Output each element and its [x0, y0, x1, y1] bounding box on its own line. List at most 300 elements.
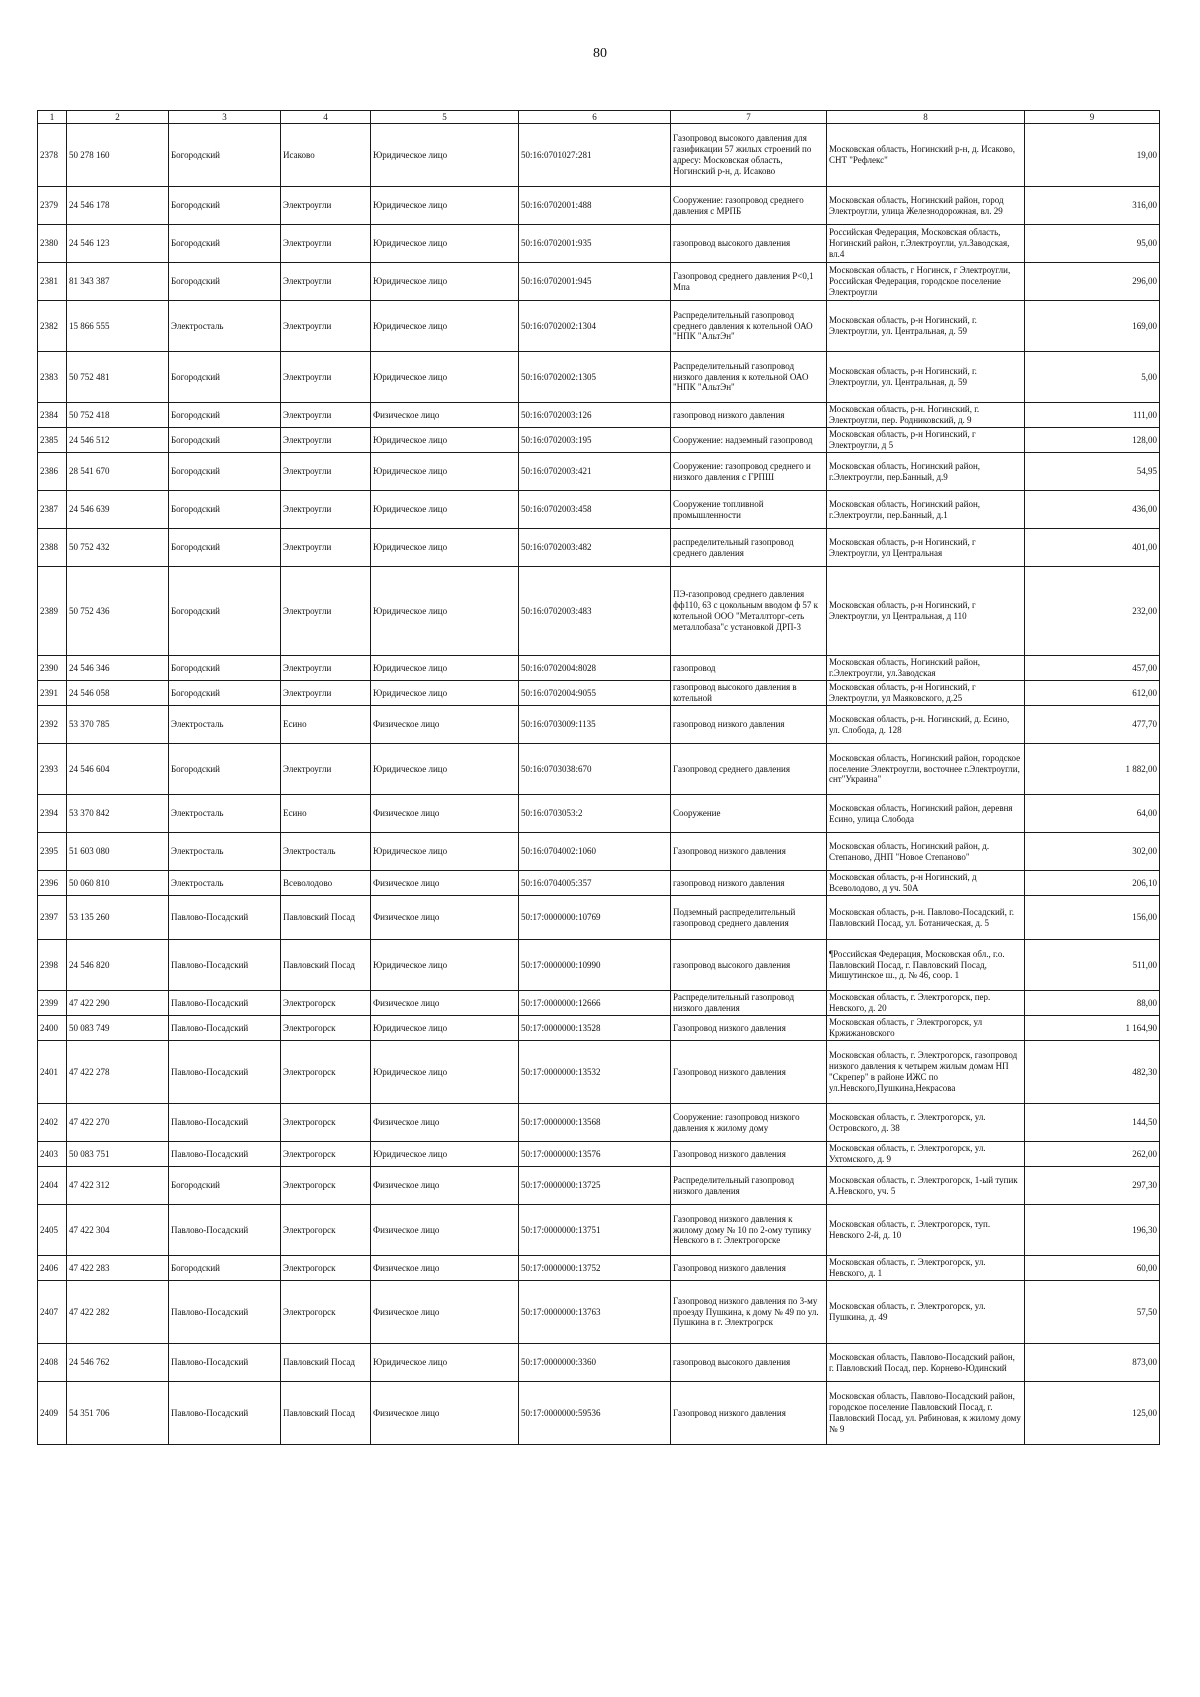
address-cell: Московская область, Ногинский р-н, д. Исаково, СНТ "Рефлекс" — [827, 124, 1025, 187]
cadastral-number-cell: 50:17:0000000:13532 — [519, 1041, 671, 1104]
row-number-cell: 2379 — [38, 187, 67, 225]
district-cell: Павлово-Посадский — [169, 1205, 281, 1256]
district-cell: Богородский — [169, 491, 281, 529]
owner-type-cell: Юридическое лицо — [371, 744, 519, 795]
table-row — [38, 744, 1160, 795]
locality-cell: Электроугли — [281, 263, 371, 301]
code-cell: 24 546 639 — [67, 491, 169, 529]
locality-cell: Электрогорск — [281, 1281, 371, 1344]
locality-cell: Электрогорск — [281, 1167, 371, 1205]
address-cell: Московская область, р-н Ногинский, г Электроугли, ул Центральная, д 110 — [827, 567, 1025, 656]
district-cell: Павлово-Посадский — [169, 1016, 281, 1041]
cadastral-number-cell: 50:17:0000000:13576 — [519, 1142, 671, 1167]
owner-type-cell: Физическое лицо — [371, 795, 519, 833]
cadastral-number-cell: 50:16:0702003:126 — [519, 403, 671, 428]
owner-type-cell: Юридическое лицо — [371, 491, 519, 529]
owner-type-cell: Физическое лицо — [371, 706, 519, 744]
district-cell: Богородский — [169, 124, 281, 187]
cadastral-number-cell: 50:16:0702003:483 — [519, 567, 671, 656]
row-number-cell: 2409 — [38, 1382, 67, 1445]
code-cell: 15 866 555 — [67, 301, 169, 352]
district-cell: Павлово-Посадский — [169, 1382, 281, 1445]
cadastral-number-cell: 50:16:0703009:1135 — [519, 706, 671, 744]
owner-type-cell: Юридическое лицо — [371, 1016, 519, 1041]
code-cell: 81 343 387 — [67, 263, 169, 301]
locality-cell: Электрогорск — [281, 1041, 371, 1104]
object-cell: Газопровод среднего давления — [671, 744, 827, 795]
row-number-cell: 2397 — [38, 896, 67, 940]
locality-cell: Павловский Посад — [281, 896, 371, 940]
address-cell: Московская область, г. Электрогорск, ул. Невского, д. 1 — [827, 1256, 1025, 1281]
address-cell: Московская область, Ногинский район, г.Электроугли, пер.Банный, д.1 — [827, 491, 1025, 529]
address-cell: Московская область, г. Электрогорск, 1-ый тупик А.Невского, уч. 5 — [827, 1167, 1025, 1205]
district-cell: Богородский — [169, 187, 281, 225]
code-cell: 47 422 312 — [67, 1167, 169, 1205]
district-cell: Богородский — [169, 225, 281, 263]
cadastral-number-cell: 50:16:0702003:482 — [519, 529, 671, 567]
locality-cell: Электрогорск — [281, 1104, 371, 1142]
row-number-cell: 2402 — [38, 1104, 67, 1142]
address-cell: Московская область, р-н Ногинский, д Всеволодово, д уч. 50А — [827, 871, 1025, 896]
object-cell: Распределительный газопровод низкого давления — [671, 1167, 827, 1205]
value-cell: 477,70 — [1025, 706, 1160, 744]
locality-cell: Электрогорск — [281, 991, 371, 1016]
owner-type-cell: Физическое лицо — [371, 403, 519, 428]
column-header: 2 — [67, 111, 169, 124]
value-cell: 111,00 — [1025, 403, 1160, 428]
object-cell: Сооружение: газопровод низкого давления к жилому дому — [671, 1104, 827, 1142]
page-number: 80 — [593, 46, 607, 61]
code-cell: 50 278 160 — [67, 124, 169, 187]
table-row — [38, 567, 1160, 656]
code-cell: 50 060 810 — [67, 871, 169, 896]
district-cell: Павлово-Посадский — [169, 1281, 281, 1344]
value-cell: 206,10 — [1025, 871, 1160, 896]
code-cell: 24 546 123 — [67, 225, 169, 263]
row-number-cell: 2401 — [38, 1041, 67, 1104]
value-cell: 482,30 — [1025, 1041, 1160, 1104]
owner-type-cell: Юридическое лицо — [371, 187, 519, 225]
cadastral-number-cell: 50:16:0704005:357 — [519, 871, 671, 896]
code-cell: 47 422 283 — [67, 1256, 169, 1281]
value-cell: 511,00 — [1025, 940, 1160, 991]
cadastral-number-cell: 50:17:0000000:10990 — [519, 940, 671, 991]
code-cell: 53 370 842 — [67, 795, 169, 833]
row-number-cell: 2393 — [38, 744, 67, 795]
address-cell: Московская область, г Ногинск, г Электроугли, Российская Федерация, городское поселение Электроугли — [827, 263, 1025, 301]
district-cell: Богородский — [169, 1256, 281, 1281]
code-cell: 51 603 080 — [67, 833, 169, 871]
column-header: 8 — [827, 111, 1025, 124]
table-row — [38, 1142, 1160, 1167]
address-cell: Московская область, Павлово-Посадский район, г. Павловский Посад, пер. Корнево-Юдинский — [827, 1344, 1025, 1382]
object-cell: Сооружение — [671, 795, 827, 833]
table-row — [38, 833, 1160, 871]
code-cell: 24 546 762 — [67, 1344, 169, 1382]
district-cell: Павлово-Посадский — [169, 1041, 281, 1104]
row-number-cell: 2392 — [38, 706, 67, 744]
owner-type-cell: Физическое лицо — [371, 871, 519, 896]
locality-cell: Электроугли — [281, 529, 371, 567]
row-number-cell: 2388 — [38, 529, 67, 567]
column-header: 9 — [1025, 111, 1160, 124]
value-cell: 156,00 — [1025, 896, 1160, 940]
column-header: 1 — [38, 111, 67, 124]
row-number-cell: 2385 — [38, 428, 67, 453]
value-cell: 401,00 — [1025, 529, 1160, 567]
district-cell: Богородский — [169, 263, 281, 301]
object-cell: Газопровод низкого давления по 3-му проезду Пушкина, к дому № 49 по ул. Пушкина в г. Электрогрск — [671, 1281, 827, 1344]
address-cell: Московская область, г. Электрогорск, газопровод низкого давления к четырем жилым домам НП "Скрепер" в районе ИЖС по ул.Невского,Пушкина,Некрасова — [827, 1041, 1025, 1104]
row-number-cell: 2381 — [38, 263, 67, 301]
object-cell: Сооружение топливной промышленности — [671, 491, 827, 529]
locality-cell: Электроугли — [281, 453, 371, 491]
code-cell: 24 546 820 — [67, 940, 169, 991]
object-cell: Распределительный газопровод низкого давления — [671, 991, 827, 1016]
cadastral-number-cell: 50:16:0704002:1060 — [519, 833, 671, 871]
address-cell: Московская область, Ногинский район, деревня Есино, улица Слобода — [827, 795, 1025, 833]
value-cell: 19,00 — [1025, 124, 1160, 187]
table-row — [38, 1344, 1160, 1382]
cadastral-number-cell: 50:17:0000000:13751 — [519, 1205, 671, 1256]
owner-type-cell: Юридическое лицо — [371, 656, 519, 681]
code-cell: 47 422 304 — [67, 1205, 169, 1256]
locality-cell: Электрогорск — [281, 1205, 371, 1256]
cadastral-number-cell: 50:17:0000000:13725 — [519, 1167, 671, 1205]
owner-type-cell: Физическое лицо — [371, 1256, 519, 1281]
object-cell: газопровод низкого давления — [671, 871, 827, 896]
owner-type-cell: Юридическое лицо — [371, 1344, 519, 1382]
table-row — [38, 453, 1160, 491]
cadastral-number-cell: 50:17:0000000:12666 — [519, 991, 671, 1016]
code-cell: 50 752 481 — [67, 352, 169, 403]
code-cell: 24 546 512 — [67, 428, 169, 453]
value-cell: 54,95 — [1025, 453, 1160, 491]
row-number-cell: 2386 — [38, 453, 67, 491]
district-cell: Павлово-Посадский — [169, 1142, 281, 1167]
column-header: 3 — [169, 111, 281, 124]
value-cell: 296,00 — [1025, 263, 1160, 301]
value-cell: 612,00 — [1025, 681, 1160, 706]
object-cell: Сооружение: газопровод среднего и низкого давления с ГРПШ — [671, 453, 827, 491]
header-row — [38, 111, 1160, 124]
owner-type-cell: Юридическое лицо — [371, 1142, 519, 1167]
code-cell: 24 546 178 — [67, 187, 169, 225]
owner-type-cell: Физическое лицо — [371, 1167, 519, 1205]
row-number-cell: 2405 — [38, 1205, 67, 1256]
object-cell: распределительный газопровод среднего давления — [671, 529, 827, 567]
value-cell: 297,30 — [1025, 1167, 1160, 1205]
table-row — [38, 940, 1160, 991]
owner-type-cell: Физическое лицо — [371, 991, 519, 1016]
code-cell: 50 752 436 — [67, 567, 169, 656]
cadastral-number-cell: 50:16:0703053:2 — [519, 795, 671, 833]
locality-cell: Всеволодово — [281, 871, 371, 896]
table-row — [38, 428, 1160, 453]
table-row — [38, 529, 1160, 567]
cadastral-number-cell: 50:16:0702001:488 — [519, 187, 671, 225]
code-cell: 24 546 058 — [67, 681, 169, 706]
object-cell: ПЭ-газопровод среднего давления фф110, 63 с цокольным вводом ф 57 к котельной ООО "Металлторг-сеть металлобаза"с установкой ДРП-3 — [671, 567, 827, 656]
district-cell: Павлово-Посадский — [169, 1344, 281, 1382]
district-cell: Павлово-Посадский — [169, 940, 281, 991]
owner-type-cell: Физическое лицо — [371, 896, 519, 940]
owner-type-cell: Юридическое лицо — [371, 1041, 519, 1104]
district-cell: Богородский — [169, 1167, 281, 1205]
locality-cell: Павловский Посад — [281, 1382, 371, 1445]
code-cell: 47 422 278 — [67, 1041, 169, 1104]
locality-cell: Электроугли — [281, 656, 371, 681]
value-cell: 169,00 — [1025, 301, 1160, 352]
district-cell: Павлово-Посадский — [169, 896, 281, 940]
address-cell: Московская область, р-н. Ногинский, д. Есино, ул. Слобода, д. 128 — [827, 706, 1025, 744]
table-body — [38, 124, 1160, 1445]
locality-cell: Павловский Посад — [281, 940, 371, 991]
table-row — [38, 1205, 1160, 1256]
table-row — [38, 706, 1160, 744]
locality-cell: Есино — [281, 706, 371, 744]
table-row — [38, 491, 1160, 529]
table-row — [38, 1382, 1160, 1445]
owner-type-cell: Юридическое лицо — [371, 225, 519, 263]
district-cell: Электросталь — [169, 706, 281, 744]
value-cell: 457,00 — [1025, 656, 1160, 681]
object-cell: Распределительный газопровод среднего давления к котельной ОАО "НПК "АльтЭн" — [671, 301, 827, 352]
district-cell: Богородский — [169, 744, 281, 795]
locality-cell: Электросталь — [281, 833, 371, 871]
address-cell: Московская область, г. Электрогорск, пер. Невского, д. 20 — [827, 991, 1025, 1016]
address-cell: Московская область, р-н Ногинский, г Электроугли, ул Маяковского, д.25 — [827, 681, 1025, 706]
table-row — [38, 1281, 1160, 1344]
cadastral-number-cell: 50:16:0702003:421 — [519, 453, 671, 491]
owner-type-cell: Юридическое лицо — [371, 453, 519, 491]
table-row — [38, 403, 1160, 428]
table-row — [38, 1041, 1160, 1104]
code-cell: 47 422 270 — [67, 1104, 169, 1142]
value-cell: 873,00 — [1025, 1344, 1160, 1382]
locality-cell: Электроугли — [281, 681, 371, 706]
row-number-cell: 2382 — [38, 301, 67, 352]
locality-cell: Исаково — [281, 124, 371, 187]
row-number-cell: 2398 — [38, 940, 67, 991]
cadastral-number-cell: 50:16:0702004:8028 — [519, 656, 671, 681]
value-cell: 316,00 — [1025, 187, 1160, 225]
cadastral-number-cell: 50:17:0000000:13528 — [519, 1016, 671, 1041]
district-cell: Павлово-Посадский — [169, 991, 281, 1016]
cadastral-number-cell: 50:16:0702003:195 — [519, 428, 671, 453]
district-cell: Электросталь — [169, 301, 281, 352]
table-row — [38, 263, 1160, 301]
value-cell: 64,00 — [1025, 795, 1160, 833]
locality-cell: Электроугли — [281, 403, 371, 428]
value-cell: 196,30 — [1025, 1205, 1160, 1256]
row-number-cell: 2390 — [38, 656, 67, 681]
registry-table — [37, 110, 1160, 1445]
object-cell: газопровод — [671, 656, 827, 681]
owner-type-cell: Физическое лицо — [371, 1281, 519, 1344]
address-cell: Московская область, г. Электрогорск, ул. Пушкина, д. 49 — [827, 1281, 1025, 1344]
code-cell: 28 541 670 — [67, 453, 169, 491]
address-cell: Московская область, р-н. Павлово-Посадский, г. Павловский Посад, ул. Ботаническая, д. 5 — [827, 896, 1025, 940]
owner-type-cell: Физическое лицо — [371, 1205, 519, 1256]
row-number-cell: 2403 — [38, 1142, 67, 1167]
district-cell: Электросталь — [169, 795, 281, 833]
code-cell: 50 083 749 — [67, 1016, 169, 1041]
address-cell: Московская область, р-н Ногинский, г. Электроугли, ул. Центральная, д. 59 — [827, 352, 1025, 403]
owner-type-cell: Физическое лицо — [371, 1104, 519, 1142]
object-cell: Подземный распределительный газопровод среднего давления — [671, 896, 827, 940]
address-cell: Московская область, Ногинский район, городское поселение Электроугли, восточнее г.Электроугли, снт"Украина" — [827, 744, 1025, 795]
object-cell: Газопровод низкого давления — [671, 1256, 827, 1281]
district-cell: Богородский — [169, 529, 281, 567]
address-cell: Московская область, р-н Ногинский, г Электроугли, ул Центральная — [827, 529, 1025, 567]
table-row — [38, 187, 1160, 225]
address-cell: Московская область, Ногинский район, г.Электроугли, ул.Заводская — [827, 656, 1025, 681]
cadastral-number-cell: 50:17:0000000:13752 — [519, 1256, 671, 1281]
column-header: 6 — [519, 111, 671, 124]
district-cell: Электросталь — [169, 871, 281, 896]
locality-cell: Электроугли — [281, 301, 371, 352]
cadastral-number-cell: 50:16:0702004:9055 — [519, 681, 671, 706]
owner-type-cell: Физическое лицо — [371, 1382, 519, 1445]
locality-cell: Электроугли — [281, 428, 371, 453]
owner-type-cell: Юридическое лицо — [371, 833, 519, 871]
column-header: 5 — [371, 111, 519, 124]
row-number-cell: 2394 — [38, 795, 67, 833]
row-number-cell: 2387 — [38, 491, 67, 529]
column-header: 7 — [671, 111, 827, 124]
row-number-cell: 2389 — [38, 567, 67, 656]
cadastral-number-cell: 50:16:0702002:1304 — [519, 301, 671, 352]
code-cell: 54 351 706 — [67, 1382, 169, 1445]
code-cell: 50 752 432 — [67, 529, 169, 567]
object-cell: Газопровод высокого давления для газификации 57 жилых строений по адресу: Московская область, Ногинский р-н, д. Исаково — [671, 124, 827, 187]
object-cell: Газопровод низкого давления — [671, 1016, 827, 1041]
value-cell: 125,00 — [1025, 1382, 1160, 1445]
table-row — [38, 656, 1160, 681]
object-cell: Распределительный газопровод низкого давления к котельной ОАО "НПК "АльтЭн" — [671, 352, 827, 403]
code-cell: 24 546 346 — [67, 656, 169, 681]
owner-type-cell: Юридическое лицо — [371, 940, 519, 991]
table-header — [38, 111, 1160, 124]
code-cell: 47 422 282 — [67, 1281, 169, 1344]
code-cell: 53 135 260 — [67, 896, 169, 940]
object-cell: газопровод низкого давления — [671, 706, 827, 744]
row-number-cell: 2384 — [38, 403, 67, 428]
row-number-cell: 2404 — [38, 1167, 67, 1205]
owner-type-cell: Юридическое лицо — [371, 301, 519, 352]
cadastral-number-cell: 50:17:0000000:3360 — [519, 1344, 671, 1382]
row-number-cell: 2400 — [38, 1016, 67, 1041]
table-row — [38, 124, 1160, 187]
address-cell: ¶Российская Федерация, Московская обл., г.о. Павловский Посад, г. Павловский Посад, Мишутинское ш., д. № 46, соор. 1 — [827, 940, 1025, 991]
district-cell: Богородский — [169, 428, 281, 453]
row-number-cell: 2406 — [38, 1256, 67, 1281]
owner-type-cell: Юридическое лицо — [371, 529, 519, 567]
district-cell: Богородский — [169, 567, 281, 656]
cadastral-number-cell: 50:17:0000000:10769 — [519, 896, 671, 940]
address-cell: Московская область, г. Электрогорск, ул. Островского, д. 38 — [827, 1104, 1025, 1142]
object-cell: Сооружение: газопровод среднего давления с МРПБ — [671, 187, 827, 225]
table-row — [38, 896, 1160, 940]
object-cell: газопровод высокого давления — [671, 940, 827, 991]
object-cell: Газопровод низкого давления — [671, 1142, 827, 1167]
table-row — [38, 1167, 1160, 1205]
locality-cell: Электроугли — [281, 352, 371, 403]
address-cell: Московская область, р-н. Ногинский, г. Электроугли, пер. Родниковский, д. 9 — [827, 403, 1025, 428]
value-cell: 95,00 — [1025, 225, 1160, 263]
owner-type-cell: Юридическое лицо — [371, 263, 519, 301]
address-cell: Московская область, г Электрогорск, ул Кржижановского — [827, 1016, 1025, 1041]
value-cell: 1 164,90 — [1025, 1016, 1160, 1041]
owner-type-cell: Юридическое лицо — [371, 124, 519, 187]
object-cell: газопровод высокого давления в котельной — [671, 681, 827, 706]
row-number-cell: 2396 — [38, 871, 67, 896]
value-cell: 57,50 — [1025, 1281, 1160, 1344]
address-cell: Московская область, р-н Ногинский, г. Электроугли, ул. Центральная, д. 59 — [827, 301, 1025, 352]
object-cell: Сооружение: надземный газопровод — [671, 428, 827, 453]
cadastral-number-cell: 50:16:0701027:281 — [519, 124, 671, 187]
district-cell: Богородский — [169, 656, 281, 681]
row-number-cell: 2399 — [38, 991, 67, 1016]
table-row — [38, 301, 1160, 352]
object-cell: Газопровод среднего давления P<0,1 Мпа — [671, 263, 827, 301]
address-cell: Московская область, г. Электрогорск, туп. Невского 2-й, д. 10 — [827, 1205, 1025, 1256]
district-cell: Богородский — [169, 681, 281, 706]
address-cell: Московская область, р-н Ногинский, г Электроугли, д 5 — [827, 428, 1025, 453]
address-cell: Российская Федерация, Московская область, Ногинский район, г.Электроугли, ул.Заводская, вл.4 — [827, 225, 1025, 263]
value-cell: 232,00 — [1025, 567, 1160, 656]
code-cell: 50 083 751 — [67, 1142, 169, 1167]
cadastral-number-cell: 50:16:0702002:1305 — [519, 352, 671, 403]
cadastral-number-cell: 50:16:0703038:670 — [519, 744, 671, 795]
table-row — [38, 352, 1160, 403]
value-cell: 144,50 — [1025, 1104, 1160, 1142]
locality-cell: Электрогорск — [281, 1016, 371, 1041]
code-cell: 53 370 785 — [67, 706, 169, 744]
locality-cell: Павловский Посад — [281, 1344, 371, 1382]
cadastral-number-cell: 50:17:0000000:13568 — [519, 1104, 671, 1142]
district-cell: Богородский — [169, 352, 281, 403]
object-cell: газопровод высокого давления — [671, 1344, 827, 1382]
district-cell: Богородский — [169, 403, 281, 428]
locality-cell: Электроугли — [281, 744, 371, 795]
cadastral-number-cell: 50:17:0000000:59536 — [519, 1382, 671, 1445]
object-cell: Газопровод низкого давления — [671, 1382, 827, 1445]
row-number-cell: 2383 — [38, 352, 67, 403]
row-number-cell: 2407 — [38, 1281, 67, 1344]
table-row — [38, 871, 1160, 896]
district-cell: Богородский — [169, 453, 281, 491]
object-cell: Газопровод низкого давления к жилому дому № 10 по 2-ому тупику Невского в г. Электрогорске — [671, 1205, 827, 1256]
district-cell: Павлово-Посадский — [169, 1104, 281, 1142]
owner-type-cell: Юридическое лицо — [371, 681, 519, 706]
value-cell: 88,00 — [1025, 991, 1160, 1016]
locality-cell: Электрогорск — [281, 1256, 371, 1281]
table-row — [38, 225, 1160, 263]
value-cell: 5,00 — [1025, 352, 1160, 403]
value-cell: 436,00 — [1025, 491, 1160, 529]
column-header: 4 — [281, 111, 371, 124]
cadastral-number-cell: 50:16:0702001:935 — [519, 225, 671, 263]
district-cell: Электросталь — [169, 833, 281, 871]
value-cell: 302,00 — [1025, 833, 1160, 871]
owner-type-cell: Юридическое лицо — [371, 352, 519, 403]
row-number-cell: 2391 — [38, 681, 67, 706]
row-number-cell: 2408 — [38, 1344, 67, 1382]
object-cell: Газопровод низкого давления — [671, 1041, 827, 1104]
locality-cell: Электроугли — [281, 567, 371, 656]
